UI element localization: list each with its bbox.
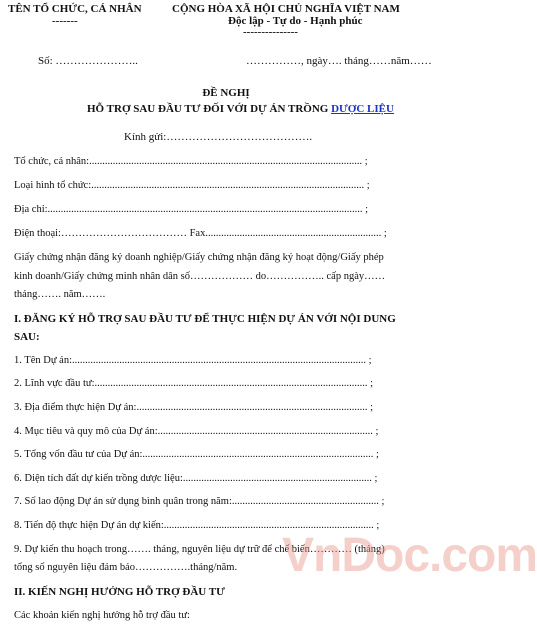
item-land-area: 6. Diện tích đất dự kiến trồng dược liệu:........................................................................ ; [14, 473, 378, 484]
section-2-line: Các khoản kiến nghị hưởng hỗ trợ đầu tư: [14, 610, 190, 621]
item-total-capital: 5. Tổng vốn đầu tư của Dự án:........................................................................................ ; [14, 449, 379, 460]
item-location: 3. Địa điểm thực hiện Dự án:........................................................................................ ; [14, 402, 374, 413]
document-subtitle [87, 103, 394, 115]
national-title: CỘNG HÒA XÃ HỘI CHỦ NGHĨA VIỆT NAM [172, 3, 400, 15]
item-schedule: 8. Tiến độ thực hiện Dự án dự kiến:................................................................................ ; [14, 520, 380, 531]
section-1-heading-cont: SAU: [14, 331, 40, 343]
section-2-heading: II. KIẾN NGHỊ HƯỞNG HỖ TRỢ ĐẦU TƯ [14, 586, 225, 598]
field-organization: Tổ chức, cá nhân:........................................................................................................ ; [14, 156, 368, 167]
national-motto: Độc lập - Tự do - Hạnh phúc [228, 15, 363, 27]
document-number: Số: ………………….. [38, 55, 138, 67]
document-title: ĐỀ NGHỊ [202, 87, 250, 99]
vndoc-watermark: VnDoc.com [282, 529, 537, 582]
gcn-line-3: tháng……. năm……. [14, 289, 106, 300]
item-objective-scale: 4. Mục tiêu và quy mô của Dự án:.................................................................................. ; [14, 426, 379, 437]
recipient-line: Kính gửi:…………………………………. [124, 131, 313, 143]
item-labor: 7. Số lao động Dự án sử dụng bình quân trong năm:........................................................ ; [14, 496, 385, 507]
item-harvest-line-2: tổng số nguyên liệu đảm bảo…………….tháng/năm. [14, 562, 238, 573]
motto-rule: --------------- [243, 26, 298, 38]
organization-rule: ------- [52, 15, 78, 27]
duoc-lieu-link[interactable]: DƯỢC LIỆU [331, 103, 394, 115]
item-investment-field: 2. Lĩnh vực đầu tư:........................................................................................................ ; [14, 378, 374, 389]
subtitle-text: HỖ TRỢ SAU ĐẦU TƯ ĐỐI VỚI DỰ ÁN TRỒNG [87, 103, 332, 115]
document-date: ……………, ngày…. tháng……năm…… [246, 55, 432, 67]
gcn-line-2: kinh doanh/Giấy chứng minh nhân dân số……………… do…………….. cấp ngày…… [14, 271, 386, 282]
item-project-name: 1. Tên Dự án:................................................................................................................ ; [14, 355, 372, 366]
field-phone-fax: Điện thoại:……………………………… Fax................................................................... ; [14, 228, 387, 239]
gcn-line-1: Giấy chứng nhận đăng ký doanh nghiệp/Giấy chứng nhận đăng ký hoạt động/Giấy phép [14, 252, 384, 263]
field-address: Địa chỉ:........................................................................................................................ ; [14, 204, 369, 215]
field-org-type: Loại hình tổ chức:........................................................................................................ ; [14, 180, 370, 191]
section-1-heading: I. ĐĂNG KÝ HỖ TRỢ SAU ĐẦU TƯ ĐỂ THỰC HIỆN DỰ ÁN VỚI NỘI DUNG [14, 313, 396, 325]
organization-name: TÊN TỔ CHỨC, CÁ NHÂN [8, 3, 142, 15]
item-harvest-line-1: 9. Dự kiến thu hoạch trong……. tháng, nguyên liệu dự trữ để chế biến………… (tháng) [14, 544, 385, 555]
